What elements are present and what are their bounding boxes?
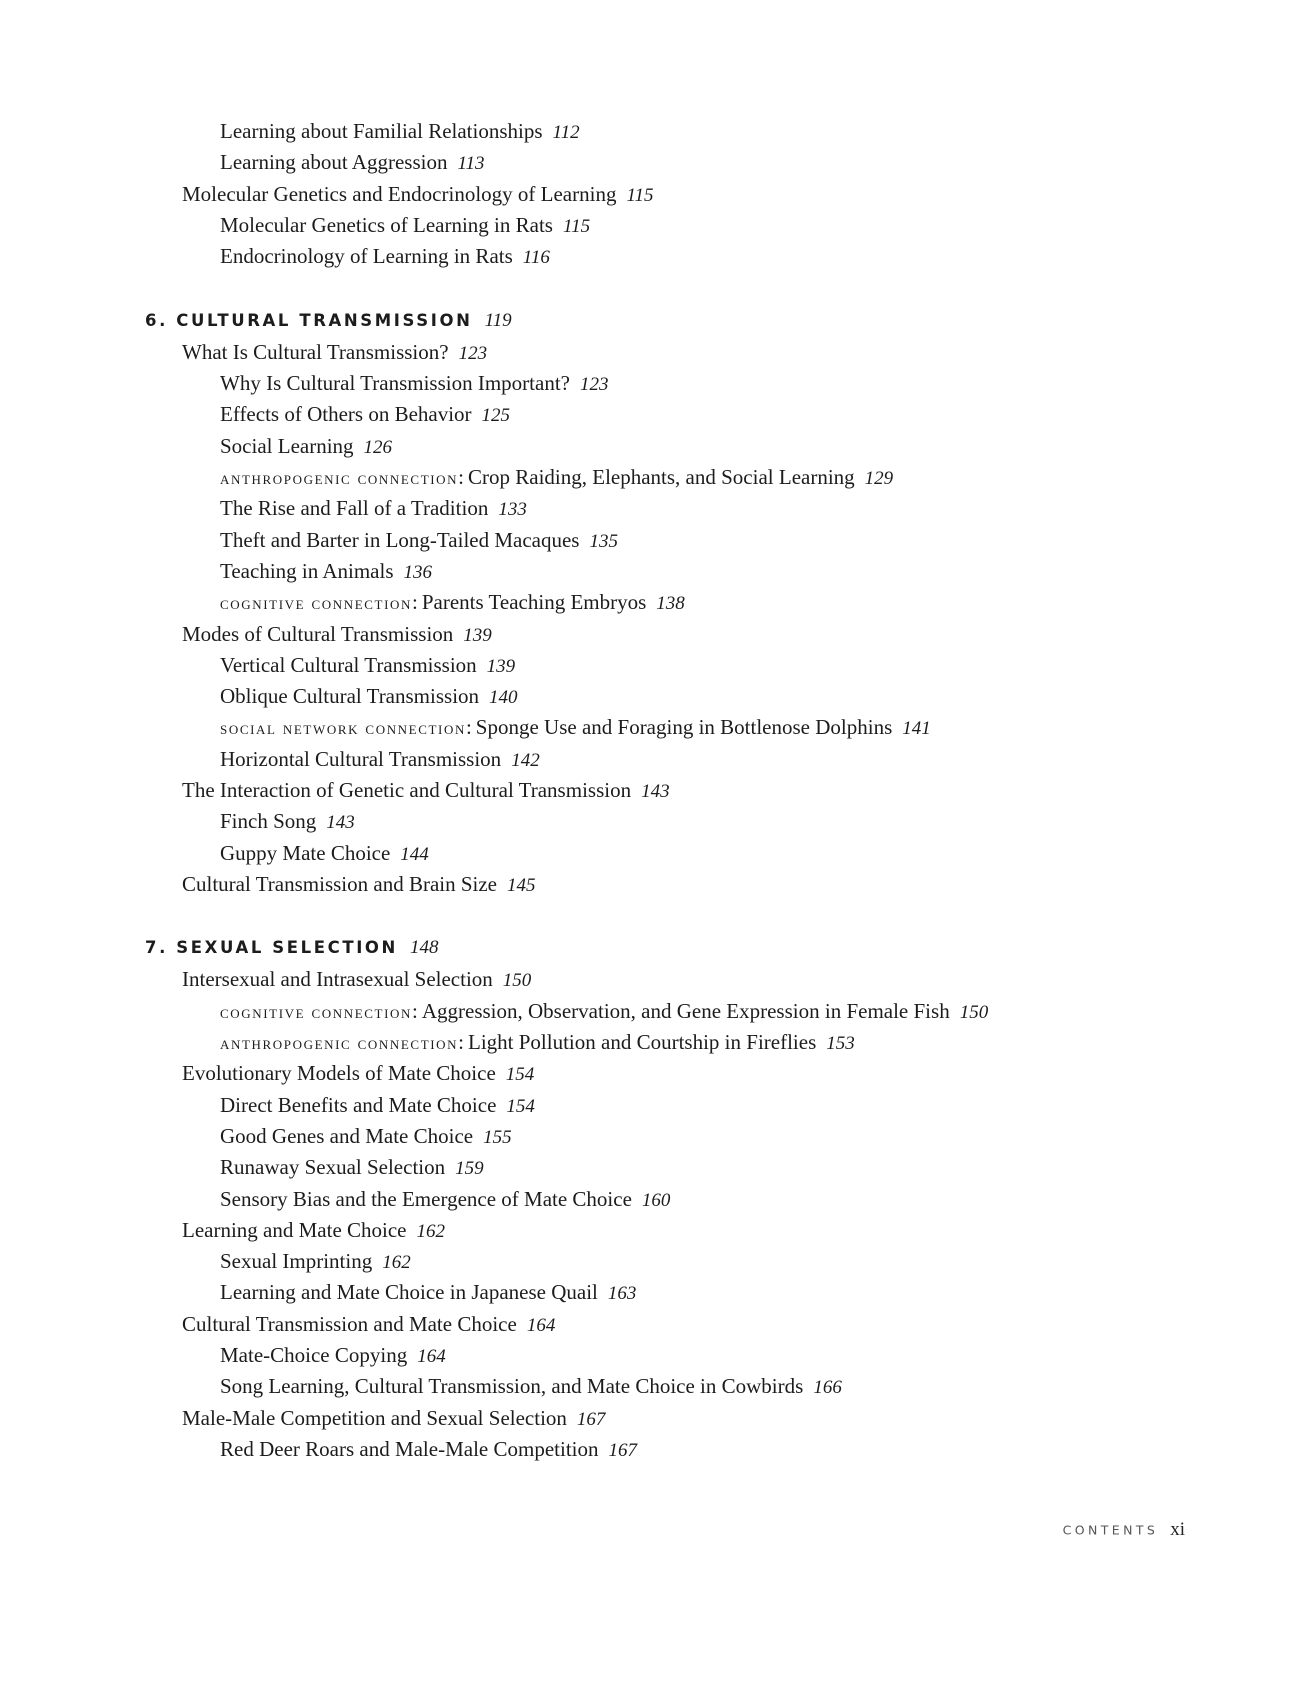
page-number: 119: [484, 310, 512, 331]
entry-title: Good Genes and Mate Choice: [220, 1124, 474, 1148]
toc-entry: [182, 1311, 555, 1339]
page-number: 125: [481, 405, 511, 426]
entry-title: Red Deer Roars and Male-Male Competition: [220, 1437, 599, 1461]
page-number: 162: [382, 1252, 411, 1273]
toc-entry: [220, 243, 550, 271]
toc-entry: [220, 1373, 842, 1401]
toc-entry: [220, 1092, 535, 1120]
entry-title: The Rise and Fall of a Tradition: [220, 496, 489, 520]
entry-title: Male-Male Competition and Sexual Selection: [182, 1406, 567, 1430]
toc-entry: [182, 777, 670, 805]
toc-entry: [220, 1436, 637, 1464]
page-number: 150: [502, 970, 532, 991]
entry-title: Oblique Cultural Transmission: [220, 684, 480, 708]
page-number: 139: [486, 656, 516, 677]
entry-title: Modes of Cultural Transmission: [182, 622, 454, 646]
toc-chapter-heading: [145, 308, 512, 334]
toc-entry: [220, 808, 355, 836]
page-number: 133: [498, 499, 527, 520]
entry-title: Crop Raiding, Elephants, and Social Learning: [468, 465, 855, 489]
page-number: 135: [589, 531, 618, 552]
page-number: 123: [580, 374, 609, 395]
page-number: 159: [455, 1158, 484, 1179]
page-number: 154: [506, 1096, 535, 1117]
entry-title: Learning and Mate Choice: [182, 1218, 407, 1242]
page-number: 148: [409, 937, 439, 958]
toc-entry: social network connection: Sponge Use and Foraging in Bottlenose Dolphins 141: [220, 715, 931, 739]
page-number: 167: [576, 1409, 606, 1430]
entry-title: Learning and Mate Choice in Japanese Quail: [220, 1280, 598, 1304]
toc-entry: [182, 966, 531, 994]
chapter-title: 6. CULTURAL TRANSMISSION: [145, 311, 473, 330]
running-footer: [1000, 1519, 1185, 1541]
toc-entry: [220, 370, 609, 398]
connection-label: anthropogenic connection: [220, 1033, 459, 1054]
page-number: 153: [826, 1033, 855, 1054]
entry-title: Intersexual and Intrasexual Selection: [182, 967, 493, 991]
entry-title: The Interaction of Genetic and Cultural Transmission: [182, 778, 632, 802]
footer-label: CONTENTS: [1062, 1522, 1159, 1538]
page-number: 154: [505, 1064, 535, 1085]
toc-entry: [220, 212, 590, 240]
entry-title: Theft and Barter in Long-Tailed Macaques: [220, 528, 580, 552]
page-number: 129: [864, 468, 894, 489]
entry-title: Horizontal Cultural Transmission: [220, 747, 502, 771]
entry-title: Guppy Mate Choice: [220, 841, 391, 865]
toc-entry: [182, 181, 654, 209]
entry-title: Teaching in Animals: [220, 559, 394, 583]
page-number: 142: [511, 750, 540, 771]
entry-title: Why Is Cultural Transmission Important?: [220, 371, 570, 395]
toc-entry: [220, 1154, 484, 1182]
toc-entry: [220, 1342, 446, 1370]
page-number: 164: [417, 1346, 446, 1367]
connection-label: cognitive connection: [220, 593, 413, 614]
toc-entry: [220, 495, 527, 523]
toc-chapter-heading: [145, 935, 438, 961]
entry-title: Runaway Sexual Selection: [220, 1155, 446, 1179]
toc-entry: [220, 652, 515, 680]
toc-entry: anthropogenic connection: Crop Raiding, Elephants, and Social Learning 129: [220, 465, 894, 489]
connection-label: cognitive connection: [220, 1002, 413, 1023]
toc-entry: [220, 149, 485, 177]
page-number: 145: [507, 875, 536, 896]
toc-entry: [220, 433, 392, 461]
page-number: 123: [458, 343, 488, 364]
entry-title: Aggression, Observation, and Gene Expression in Female Fish: [421, 999, 950, 1023]
entry-title: Endocrinology of Learning in Rats: [220, 244, 513, 268]
entry-title: Cultural Transmission and Mate Choice: [182, 1312, 517, 1336]
page-number: 113: [457, 153, 485, 174]
entry-title: Molecular Genetics of Learning in Rats: [220, 213, 553, 237]
toc-entry: [182, 871, 536, 899]
page-number: 143: [326, 812, 355, 833]
toc-entry: [220, 683, 518, 711]
footer-page-number: xi: [1170, 1519, 1185, 1540]
entry-title: Cultural Transmission and Brain Size: [182, 872, 497, 896]
entry-title: Sensory Bias and the Emergence of Mate Choice: [220, 1187, 632, 1211]
toc-entry: [182, 1405, 605, 1433]
page-number: 115: [626, 185, 654, 206]
toc-entry: [220, 401, 510, 429]
page-number: 140: [489, 687, 518, 708]
toc-entry: [220, 1123, 512, 1151]
page-number: 166: [813, 1377, 842, 1398]
page-number: 136: [403, 562, 432, 583]
entry-title: Learning about Aggression: [220, 150, 448, 174]
toc-entry: [182, 339, 487, 367]
toc-entry: [220, 558, 432, 586]
toc-entry: [220, 840, 429, 868]
entry-title: Sponge Use and Foraging in Bottlenose Dolphins: [475, 715, 893, 739]
entry-title: Song Learning, Cultural Transmission, and Mate Choice in Cowbirds: [220, 1374, 804, 1398]
page-number: 160: [641, 1190, 671, 1211]
entry-title: Parents Teaching Embryos: [421, 590, 647, 614]
page-number: 155: [483, 1127, 512, 1148]
entry-title: Vertical Cultural Transmission: [220, 653, 477, 677]
page-number: 143: [641, 781, 670, 802]
entry-title: Mate-Choice Copying: [220, 1343, 408, 1367]
page-number: 163: [607, 1283, 637, 1304]
connection-label: anthropogenic connection: [220, 468, 459, 489]
page-number: 115: [562, 216, 591, 237]
toc-entry: [220, 527, 618, 555]
toc-entry: [220, 1279, 636, 1307]
connection-label: social network connection: [220, 718, 466, 739]
entry-title: Molecular Genetics and Endocrinology of Learning: [182, 182, 617, 206]
page-number: 138: [656, 593, 685, 614]
page-number: 150: [959, 1002, 989, 1023]
entry-title: Learning about Familial Relationships: [220, 119, 543, 143]
entry-title: What Is Cultural Transmission?: [182, 340, 449, 364]
toc-entry: cognitive connection: Aggression, Observation, and Gene Expression in Female Fish 150: [220, 999, 989, 1023]
entry-title: Social Learning: [220, 434, 354, 458]
entry-title: Effects of Others on Behavior: [220, 402, 472, 426]
toc-entry: [182, 1217, 445, 1245]
toc-entry: [220, 1248, 411, 1276]
page-number: 112: [552, 122, 580, 143]
entry-title: Evolutionary Models of Mate Choice: [182, 1061, 496, 1085]
page-number: 116: [522, 247, 550, 268]
entry-title: Finch Song: [220, 809, 317, 833]
toc-entry: [220, 746, 540, 774]
chapter-title: 7. SEXUAL SELECTION: [145, 938, 398, 957]
page-number: 167: [608, 1440, 637, 1461]
toc-entry: [220, 118, 580, 146]
entry-title: Light Pollution and Courtship in Fireflies: [468, 1030, 817, 1054]
page-number: 164: [526, 1315, 556, 1336]
page-number: 144: [400, 844, 429, 865]
page-number: 141: [902, 718, 931, 739]
page-number: 162: [416, 1221, 445, 1242]
toc-entry: [182, 621, 492, 649]
toc-entry: [182, 1060, 534, 1088]
page-number: 139: [463, 625, 492, 646]
toc-entry: cognitive connection: Parents Teaching Embryos 138: [220, 590, 685, 614]
toc-entry: [220, 1186, 670, 1214]
toc-entry: anthropogenic connection: Light Pollution and Courtship in Fireflies 153: [220, 1030, 855, 1054]
entry-title: Sexual Imprinting: [220, 1249, 373, 1273]
page-number: 126: [363, 437, 393, 458]
entry-title: Direct Benefits and Mate Choice: [220, 1093, 497, 1117]
